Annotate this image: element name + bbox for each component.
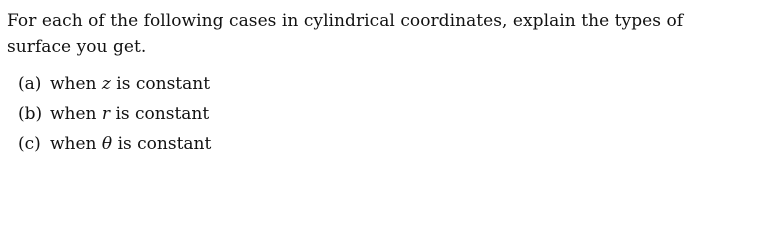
case-text-before: when (50, 134, 102, 154)
case-item-a (18, 69, 211, 99)
case-item-c (18, 129, 211, 159)
case-variable: r (101, 104, 111, 124)
case-variable: z (101, 74, 111, 94)
case-text-after: is constant (110, 104, 210, 124)
case-text-after: is constant (112, 134, 212, 154)
case-marker: (c) (18, 134, 41, 154)
case-marker: (b) (18, 104, 43, 124)
case-text-after: is constant (110, 74, 211, 94)
case-text-before: when (50, 74, 102, 94)
case-text-before: when (50, 104, 102, 124)
case-marker: (a) (18, 74, 42, 94)
case-item-b (18, 99, 211, 129)
question-intro: For each of the following cases in cylindrical coordinates, explain the types of surface you get. (7, 11, 684, 57)
case-variable: θ (101, 134, 113, 154)
case-list (18, 69, 211, 159)
